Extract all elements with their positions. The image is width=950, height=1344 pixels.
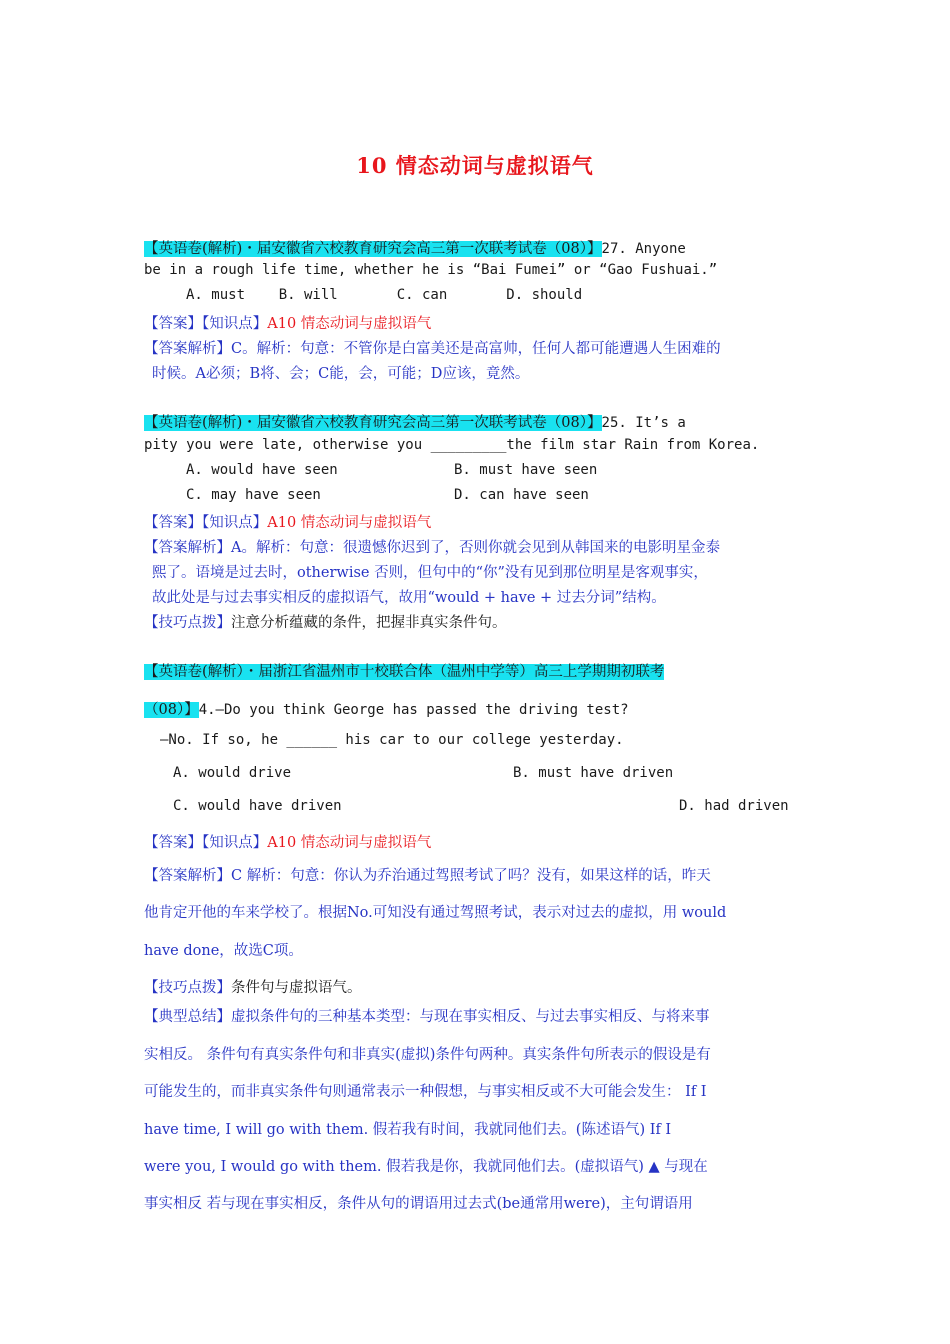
q3-summary-6: 事实相反 若与现在事实相反，条件从句的谓语用过去式(be通常用were)，主句谓语用: [144, 1196, 693, 1212]
q1-source: 【英语卷(解析)・届安徽省六校教育研究会高三第一次联考试卷（08）】: [144, 241, 602, 257]
q3-tip-label: 【技巧点拨】: [144, 980, 231, 996]
q1-expl-2: 时候。A必须；B将、会；C能，会，可能；D应该，竟然。: [152, 366, 530, 382]
q2-stem-b: pity you were late, otherwise you _________the film star Rain from Korea.: [144, 437, 760, 453]
q3-summary-2: 实相反。 条件句有真实条件句和非真实(虚拟)条件句两种。真实条件句所表示的假设是有: [144, 1047, 711, 1063]
q3-source-line-2: [144, 698, 629, 719]
q2-expl-2: 熙了。语境是过去时，otherwise 否则，但句中的“你”没有见到那位明星是客观事实，: [152, 565, 708, 581]
page-title: 10 情态动词与虚拟语气: [356, 153, 594, 178]
q3-answer: [144, 831, 431, 852]
q2-opt-b: B. must have seen: [454, 462, 598, 478]
q2-tip-label: 【技巧点拨】: [144, 615, 231, 631]
q3-answer-kp: A10 情态动词与虚拟语气: [267, 835, 432, 851]
q1-stem-a: 27. Anyone: [601, 241, 686, 257]
q2-expl-text-1: A。解析：句意：很遗憾你迟到了，否则你就会见到从韩国来的电影明星金泰: [231, 540, 720, 556]
q1-expl-label: 【答案解析】: [144, 341, 231, 357]
q2-tip: [144, 611, 507, 632]
q2-stem-a: 25. It’s a: [601, 415, 686, 431]
q3-summary-3: 可能发生的，而非真实条件句则通常表示一种假想，与事实相反或不大可能会发生： If I: [144, 1084, 707, 1100]
q1-answer: [144, 312, 431, 333]
q3-stem-b: —No. If so, he ______ his car to our college yesterday.: [160, 732, 624, 748]
q2-answer-label: 【答案】【知识点】: [144, 515, 268, 531]
q2-answer: [144, 511, 431, 532]
q1-source-line: [144, 237, 686, 258]
q3-source-line-1: [144, 660, 664, 681]
q2-opt-d: D. can have seen: [454, 487, 589, 503]
q2-source-line: [144, 411, 686, 432]
q3-stem-a: 4.—Do you think George has passed the driving test?: [198, 702, 629, 718]
q2-expl-1: [144, 536, 720, 557]
q3-expl-2: 他肯定开他的车来学校了。根据No.可知没有通过驾照考试，表示对过去的虚拟，用 would: [144, 905, 727, 921]
q1-answer-label: 【答案】【知识点】: [144, 316, 268, 332]
q2-opt-a: A. would have seen: [186, 462, 338, 478]
q3-opt-d: D. had driven: [679, 798, 789, 814]
q1-expl-1: [144, 337, 721, 358]
q3-summary-1: [144, 1005, 710, 1026]
q1-answer-kp: A10 情态动词与虚拟语气: [267, 316, 432, 332]
q3-expl-3: have done，故选C项。: [144, 943, 303, 959]
q3-summary-5: were you, I would go with them. 假若我是你，我就同他们去。(虚拟语气) ▲ 与现在: [144, 1159, 708, 1175]
q1-options: A. must B. will C. can D. should: [186, 287, 583, 303]
q3-tip: [144, 976, 362, 997]
q3-expl-1: [144, 864, 711, 885]
q2-expl-label: 【答案解析】: [144, 540, 231, 556]
q2-answer-kp: A10 情态动词与虚拟语气: [267, 515, 432, 531]
q3-summary-text-1: 虚拟条件句的三种基本类型：与现在事实相反、与过去事实相反、与将来事: [231, 1009, 710, 1025]
q3-opt-c: C. would have driven: [173, 798, 342, 814]
q2-tip-text: 注意分析蕴藏的条件，把握非真实条件句。: [231, 615, 507, 631]
q2-expl-3: 故此处是与过去事实相反的虚拟语气，故用“would + have + 过去分词”结构。: [152, 590, 666, 606]
q3-expl-text-1: C 解析：句意：你认为乔治通过驾照考试了吗？没有，如果这样的话，昨天: [231, 868, 711, 884]
q3-opt-b: B. must have driven: [513, 765, 674, 781]
q3-summary-label: 【典型总结】: [144, 1009, 231, 1025]
q1-expl-text-1: C。解析：句意：不管你是白富美还是高富帅，任何人都可能遭遇人生困难的: [231, 341, 721, 357]
q3-opt-a: A. would drive: [173, 765, 292, 781]
q1-stem-b: be in a rough life time, whether he is “Bai Fumei” or “Gao Fushuai.”: [144, 262, 718, 278]
q3-summary-4: have time, I will go with them. 假若我有时间，我就同他们去。(陈述语气) If I: [144, 1122, 672, 1138]
q2-opt-c: C. may have seen: [186, 487, 321, 503]
q3-expl-label: 【答案解析】: [144, 868, 231, 884]
q2-source: 【英语卷(解析)・届安徽省六校教育研究会高三第一次联考试卷（08）】: [144, 415, 602, 431]
q3-source-2: （08）】: [144, 702, 199, 718]
q3-source-1: 【英语卷(解析）・届浙江省温州市十校联合体（温州中学等）高三上学期期初联考: [144, 664, 665, 680]
q3-tip-text: 条件句与虚拟语气。: [231, 980, 362, 996]
q3-answer-label: 【答案】【知识点】: [144, 835, 268, 851]
